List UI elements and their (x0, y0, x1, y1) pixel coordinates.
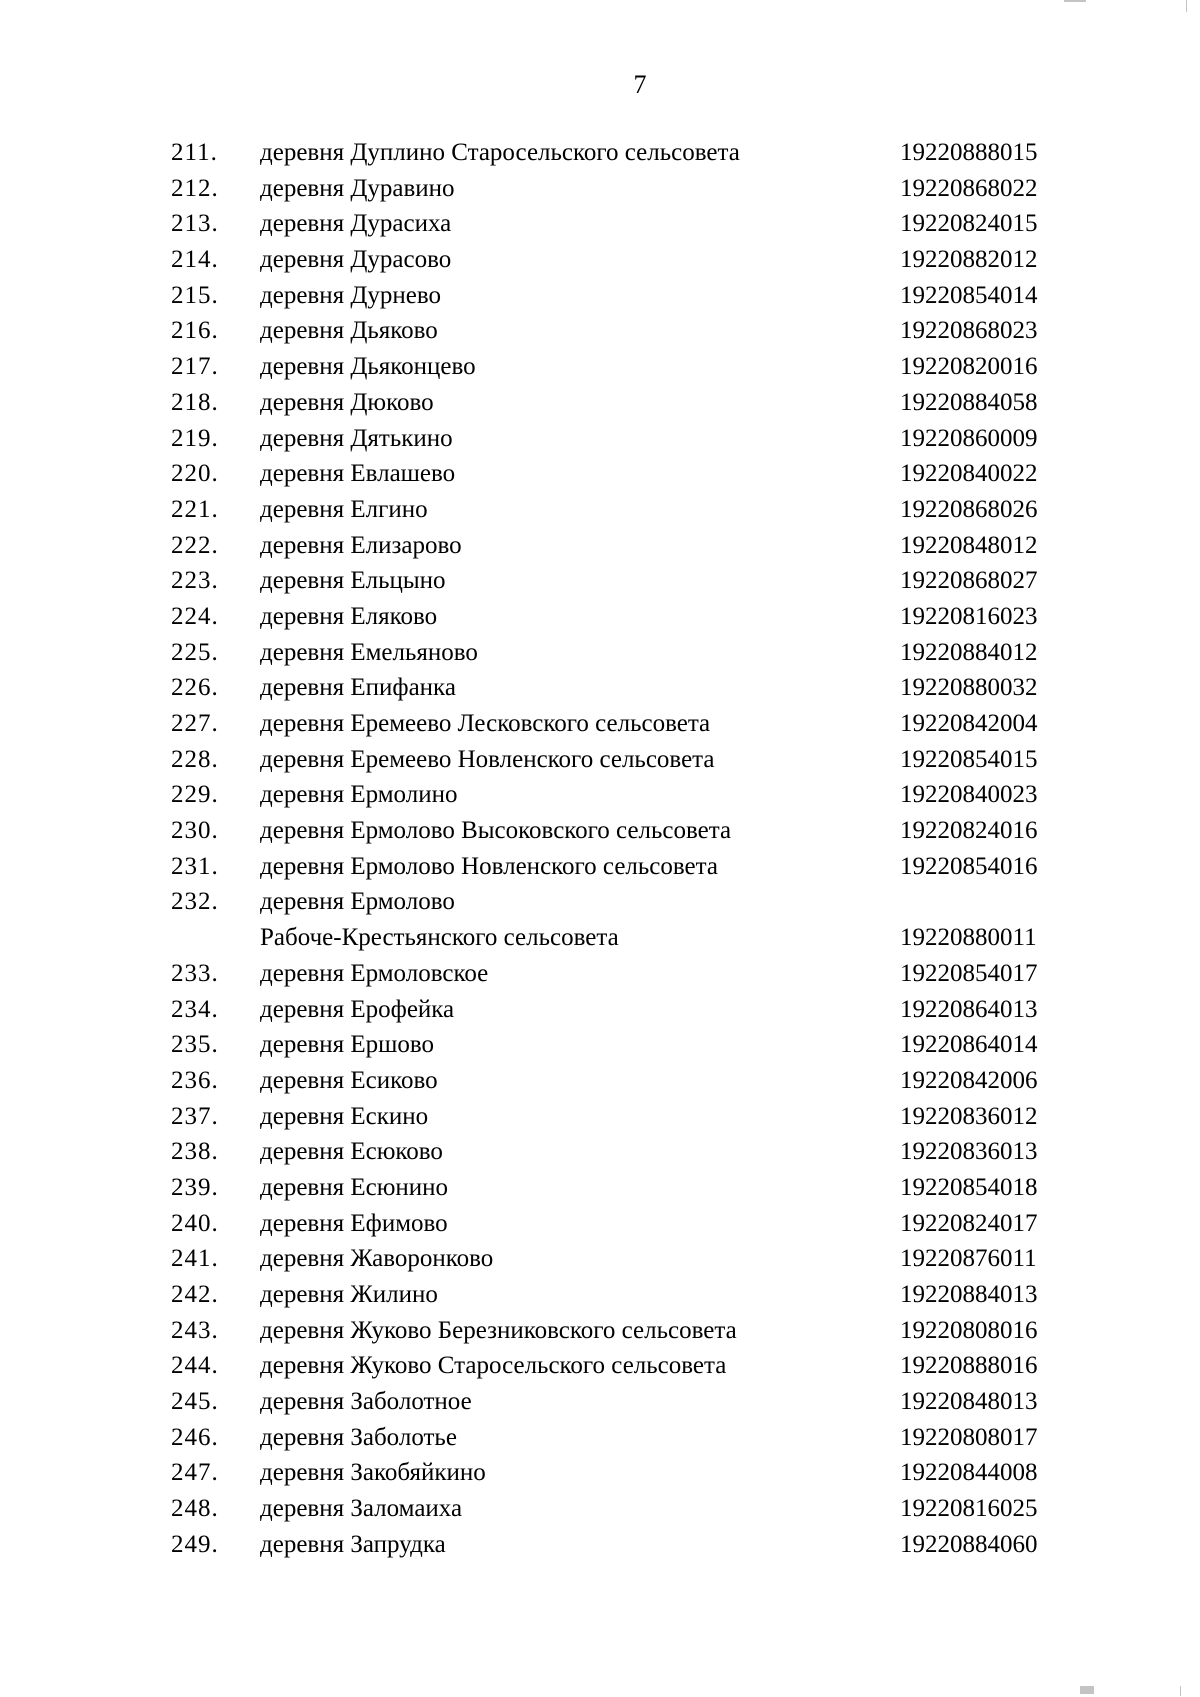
list-item-line (0, 742, 1200, 778)
list-item-line (0, 1455, 1200, 1491)
list-item-line (0, 456, 1200, 492)
oktmo-code: 19220824016 (900, 817, 1038, 845)
item-number: 221. (171, 495, 219, 523)
list-item-line (0, 1420, 1200, 1456)
item-number: 214. (171, 246, 219, 274)
oktmo-code: 19220824017 (900, 1209, 1038, 1237)
settlement-name: деревня Елизарово (260, 531, 462, 559)
oktmo-code: 19220854014 (900, 281, 1038, 309)
list-item-line (0, 849, 1200, 885)
list-item (0, 777, 1200, 813)
list-item-line (0, 313, 1200, 349)
list-item (0, 884, 1200, 955)
list-item (0, 670, 1200, 706)
item-number: 213. (171, 210, 219, 238)
item-number: 232. (171, 888, 219, 916)
settlement-name: деревня Ефимово (260, 1209, 448, 1237)
list-item (0, 385, 1200, 421)
list-item-line (0, 278, 1200, 314)
item-number: 235. (171, 1031, 219, 1059)
oktmo-code: 19220842004 (900, 710, 1038, 737)
list-item-line (0, 813, 1200, 849)
list-item (0, 456, 1200, 492)
list-item (0, 1241, 1200, 1277)
item-number: 216. (171, 317, 219, 345)
list-item (0, 742, 1200, 778)
oktmo-code: 19220868022 (900, 174, 1038, 202)
item-number: 224. (171, 602, 219, 630)
scan-mark-right-edge (1186, 0, 1187, 12)
list-item (0, 813, 1200, 849)
list-item-line (0, 135, 1200, 171)
settlement-name: деревня Ерофейка (260, 995, 455, 1023)
list-item-line (0, 1099, 1200, 1135)
oktmo-code: 19220816025 (900, 1495, 1038, 1523)
oktmo-code: 19220868027 (900, 567, 1038, 595)
settlement-name-continued: Рабоче-Крестьянского сельсовета (260, 924, 619, 952)
settlement-name: деревня Жаворонково (260, 1245, 494, 1273)
list-item-line (0, 1277, 1200, 1313)
list-item (0, 242, 1200, 278)
list-item-line (0, 421, 1200, 457)
item-number: 243. (171, 1316, 219, 1344)
list-item-line (0, 206, 1200, 242)
settlement-name: деревня Жилино (260, 1281, 438, 1308)
list-item-line (0, 1170, 1200, 1206)
item-number: 238. (171, 1138, 219, 1166)
oktmo-code: 19220840023 (900, 781, 1038, 809)
list-item-line (0, 920, 1200, 956)
oktmo-code: 19220836013 (900, 1138, 1038, 1166)
oktmo-code: 19220880032 (900, 674, 1038, 702)
list-item (0, 528, 1200, 564)
list-item-line (0, 1063, 1200, 1099)
list-item (0, 1455, 1200, 1491)
list-item-line (0, 1241, 1200, 1277)
oktmo-code: 19220854016 (900, 852, 1038, 880)
list-item-line (0, 528, 1200, 564)
oktmo-code: 19220864014 (900, 1031, 1038, 1059)
item-number: 222. (171, 531, 219, 559)
list-item-line (0, 956, 1200, 992)
item-number: 241. (171, 1245, 219, 1273)
settlement-name: деревня Еремеево Новленского сельсовета (260, 745, 715, 773)
list-item-line (0, 171, 1200, 207)
oktmo-code: 19220884060 (900, 1530, 1038, 1558)
list-item (0, 599, 1200, 635)
oktmo-code: 19220848012 (900, 531, 1038, 559)
settlement-name: деревня Дьяконцево (260, 353, 476, 381)
settlement-name: деревня Жуково Старосельского сельсовета (260, 1352, 727, 1380)
list-item-line (0, 1491, 1200, 1527)
list-item-line (0, 349, 1200, 385)
settlement-name: деревня Ельцыно (260, 567, 446, 595)
item-number: 220. (171, 460, 219, 488)
settlement-name: деревня Заболотное (260, 1388, 472, 1416)
oktmo-code: 19220884058 (900, 388, 1038, 416)
oktmo-code: 19220848013 (900, 1388, 1038, 1416)
list-item (0, 313, 1200, 349)
settlement-name: деревня Емельяново (260, 638, 478, 666)
list-item-line (0, 635, 1200, 671)
list-item-line (0, 706, 1200, 742)
list-item-line (0, 1134, 1200, 1170)
item-number: 245. (171, 1388, 219, 1416)
item-number: 226. (171, 674, 219, 702)
list-item (0, 1063, 1200, 1099)
oktmo-code: 19220836012 (900, 1102, 1038, 1130)
item-number: 211. (171, 139, 218, 166)
settlement-name: деревня Дурнево (260, 281, 442, 309)
oktmo-code: 19220808016 (900, 1316, 1038, 1344)
settlement-name: деревня Есюнино (260, 1173, 449, 1201)
oktmo-code: 19220868023 (900, 317, 1038, 345)
settlement-name: деревня Епифанка (260, 674, 456, 702)
oktmo-code: 19220876011 (900, 1245, 1037, 1273)
item-number: 244. (171, 1352, 219, 1380)
settlement-name: деревня Дурасиха (260, 210, 452, 238)
list-item (0, 706, 1200, 742)
list-item (0, 1027, 1200, 1063)
list-item (0, 421, 1200, 457)
item-number: 225. (171, 638, 219, 666)
list-item-line (0, 492, 1200, 528)
oktmo-code: 19220820016 (900, 353, 1038, 381)
item-number: 231. (171, 852, 219, 880)
list-item (0, 635, 1200, 671)
item-number: 240. (171, 1209, 219, 1237)
settlement-name: деревня Дуплино Старосельского сельсовета (260, 139, 740, 166)
page-number: 7 (633, 70, 647, 99)
oktmo-code: 19220808017 (900, 1423, 1038, 1451)
item-number: 217. (171, 353, 219, 381)
item-number: 228. (171, 745, 219, 773)
item-number: 219. (171, 424, 219, 452)
list-item (0, 1384, 1200, 1420)
list-item (0, 492, 1200, 528)
list-item (0, 1491, 1200, 1527)
item-number: 212. (171, 174, 219, 202)
list-item (0, 171, 1200, 207)
list-item-line (0, 670, 1200, 706)
oktmo-code: 19220884013 (900, 1281, 1038, 1308)
oktmo-code: 19220816023 (900, 602, 1038, 630)
list-item-line (0, 1384, 1200, 1420)
item-number: 227. (171, 710, 219, 737)
item-number: 234. (171, 995, 219, 1023)
list-item-line (0, 1206, 1200, 1242)
list-item (0, 849, 1200, 885)
list-item (0, 563, 1200, 599)
oktmo-code: 19220884012 (900, 638, 1038, 666)
settlement-name: деревня Ермолово Высоковского сельсовета (260, 817, 732, 845)
settlement-name: деревня Дюково (260, 388, 434, 416)
settlement-name: деревня Дурасово (260, 246, 452, 274)
list-item-line (0, 1348, 1200, 1384)
list-item (0, 1313, 1200, 1349)
list-item-line (0, 1313, 1200, 1349)
settlement-name: деревня Дятькино (260, 424, 453, 452)
oktmo-code: 19220854015 (900, 745, 1038, 773)
item-number: 218. (171, 388, 219, 416)
list-item (0, 1420, 1200, 1456)
settlement-name: деревня Ершово (260, 1031, 434, 1059)
list-item-line (0, 563, 1200, 599)
list-item (0, 349, 1200, 385)
oktmo-code: 19220844008 (900, 1459, 1038, 1487)
oktmo-code: 19220882012 (900, 246, 1038, 274)
list-item (0, 1134, 1200, 1170)
settlement-name: деревня Дуравино (260, 174, 455, 202)
list-item (0, 1099, 1200, 1135)
list-item (0, 135, 1200, 171)
oktmo-code: 19220854017 (900, 959, 1038, 987)
settlement-name: деревня Елгино (260, 495, 428, 523)
settlement-name: деревня Жуково Березниковского сельсовета (260, 1316, 737, 1344)
settlement-name: деревня Еляково (260, 602, 438, 630)
item-number: 237. (171, 1102, 219, 1130)
list-item (0, 1348, 1200, 1384)
list-item (0, 1206, 1200, 1242)
oktmo-code: 19220854018 (900, 1173, 1038, 1201)
item-number: 249. (171, 1530, 219, 1558)
settlement-name: деревня Заломаиха (260, 1495, 463, 1523)
list-item (0, 1170, 1200, 1206)
settlement-name: деревня Закобяйкино (260, 1459, 486, 1487)
oktmo-code: 19220824015 (900, 210, 1038, 238)
item-number: 242. (171, 1281, 219, 1308)
item-number: 246. (171, 1423, 219, 1451)
list-item-line (0, 242, 1200, 278)
oktmo-code: 19220868026 (900, 495, 1038, 523)
list-item-line (0, 992, 1200, 1028)
item-number: 239. (171, 1173, 219, 1201)
list-item-line (0, 599, 1200, 635)
item-number: 230. (171, 817, 219, 845)
settlement-name: деревня Еремеево Лесковского сельсовета (260, 710, 711, 737)
list-item (0, 992, 1200, 1028)
list-item-line (0, 777, 1200, 813)
settlement-name: деревня Ермолово Новленского сельсовета (260, 852, 718, 880)
list-item (0, 956, 1200, 992)
settlement-name: деревня Ермоловское (260, 959, 489, 987)
settlement-name: деревня Заболотье (260, 1423, 457, 1451)
settlement-name: деревня Ермолино (260, 781, 458, 809)
settlement-name: деревня Евлашево (260, 460, 456, 488)
item-number: 215. (171, 281, 219, 309)
item-number: 229. (171, 781, 219, 809)
settlement-name: деревня Ермолово (260, 888, 455, 916)
item-number: 247. (171, 1459, 219, 1487)
scan-mark-bottom-edge (1180, 1686, 1181, 1696)
settlement-name: деревня Есюково (260, 1138, 443, 1166)
list-item (0, 278, 1200, 314)
list-item (0, 1277, 1200, 1313)
list-item (0, 206, 1200, 242)
scan-mark-bottom-right (1080, 1686, 1094, 1694)
oktmo-code: 19220842006 (900, 1066, 1038, 1094)
oktmo-code: 19220864013 (900, 995, 1038, 1023)
item-number: 248. (171, 1495, 219, 1523)
settlement-name: деревня Дьяково (260, 317, 438, 345)
oktmo-code: 19220888016 (900, 1352, 1038, 1380)
oktmo-code: 19220888015 (900, 139, 1038, 166)
settlement-list (0, 135, 1200, 1563)
item-number: 233. (171, 959, 219, 987)
oktmo-code: 19220860009 (900, 424, 1038, 452)
scan-mark-top-right (1064, 0, 1086, 2)
list-item-line (0, 1027, 1200, 1063)
oktmo-code: 19220880011 (900, 924, 1037, 952)
list-item-line (0, 1527, 1200, 1563)
oktmo-code: 19220840022 (900, 460, 1038, 488)
list-item (0, 1527, 1200, 1563)
item-number: 223. (171, 567, 219, 595)
item-number: 236. (171, 1066, 219, 1094)
settlement-name: деревня Ескино (260, 1102, 429, 1130)
settlement-name: деревня Запрудка (260, 1530, 446, 1558)
settlement-name: деревня Есиково (260, 1066, 438, 1094)
list-item-line (0, 884, 1200, 920)
list-item-line (0, 385, 1200, 421)
